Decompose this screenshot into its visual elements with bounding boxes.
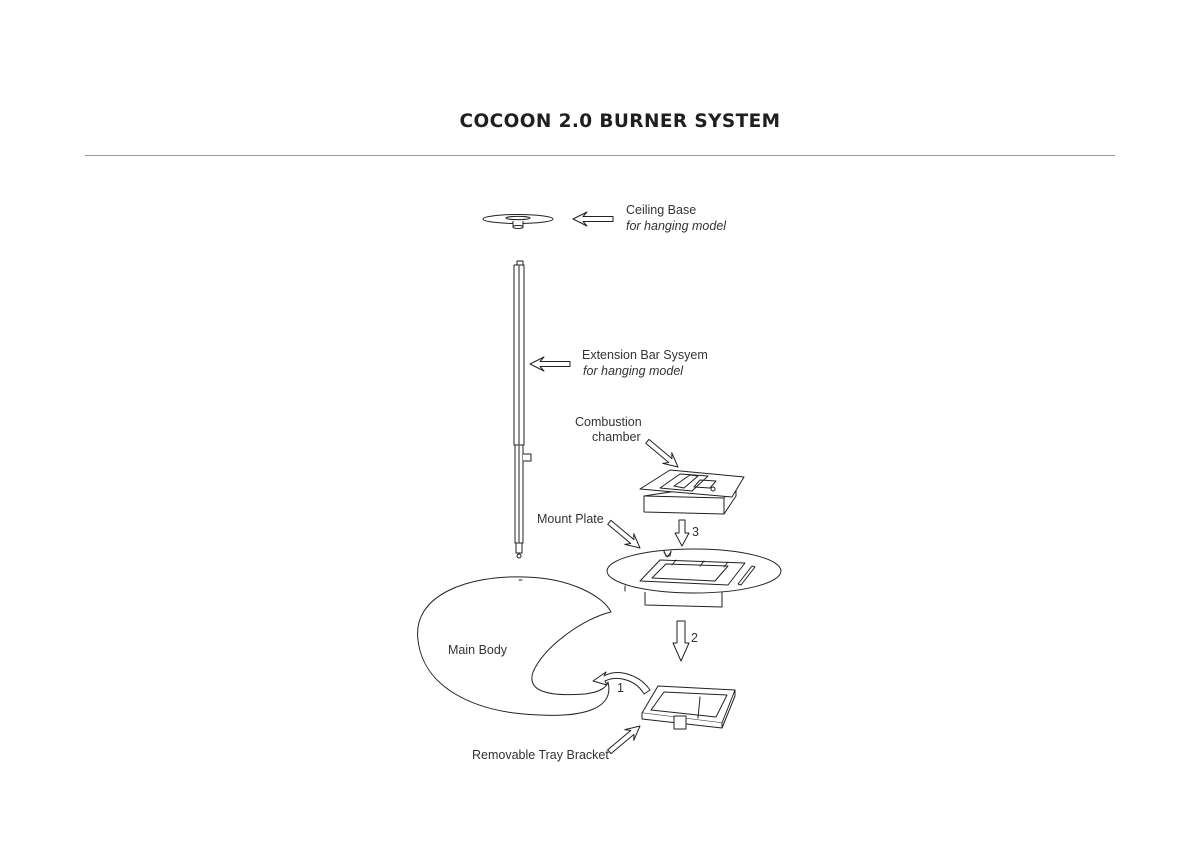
page-title: COCOON 2.0 BURNER SYSTEM xyxy=(459,111,781,132)
combustion-chamber-arrow-icon xyxy=(643,436,683,472)
ceiling-base-label: Ceiling Base xyxy=(626,203,697,217)
mount-plate-arrow-icon xyxy=(605,517,645,553)
extension-bar-note: for hanging model xyxy=(583,364,684,378)
main-body-part xyxy=(418,577,611,715)
tray-bracket-arrow-icon xyxy=(605,721,645,757)
extension-bar-part xyxy=(514,261,531,558)
main-body-label: Main Body xyxy=(448,643,508,657)
mount-plate-part xyxy=(607,549,781,607)
combustion-chamber-part xyxy=(640,470,744,514)
combustion-chamber-label-line2: chamber xyxy=(592,430,641,444)
ceiling-base-note: for hanging model xyxy=(626,219,727,233)
tray-bracket-part xyxy=(642,686,735,729)
ceiling-base-arrow-icon xyxy=(573,212,613,226)
extension-bar-arrow-icon xyxy=(530,357,570,371)
ceiling-base-part xyxy=(483,215,553,229)
step-3-number: 3 xyxy=(692,525,699,539)
extension-bar-label: Extension Bar Sysyem xyxy=(582,348,708,362)
step-1-number: 1 xyxy=(617,681,624,695)
step-2-number: 2 xyxy=(691,631,698,645)
step-3-arrow-icon xyxy=(675,520,689,546)
step-2-arrow-icon xyxy=(673,621,689,661)
combustion-chamber-label-line1: Combustion xyxy=(575,415,642,429)
tray-bracket-label: Removable Tray Bracket xyxy=(472,748,609,762)
mount-plate-label: Mount Plate xyxy=(537,512,604,526)
